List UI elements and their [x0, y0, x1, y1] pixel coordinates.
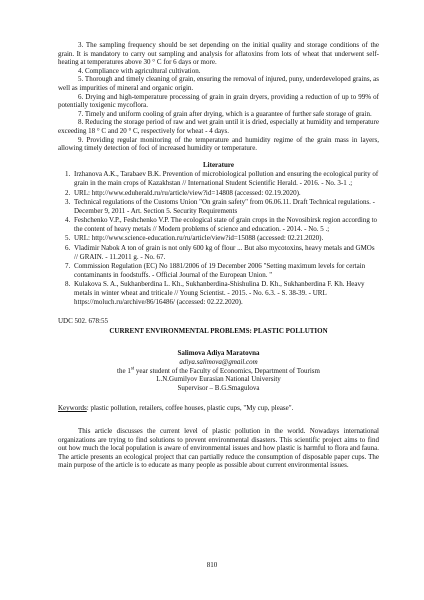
recommendation-item: 3. The sampling frequency should be set depending on the initial quality and storage conditions of the grain. It is mandatory to carry out sampling and analysis for aflatoxins from lots of wheat that underwent self-heating at temperatures above 30 ° C for 6 days or more.	[58, 41, 379, 67]
affiliation-text: year student of the Faculty of Economics, Department of Tourism	[134, 366, 320, 375]
recommendation-item: 7. Timely and uniform cooling of grain after drying, which is a guarantee of further safe storage of grain.	[78, 109, 372, 118]
literature-list	[58, 170, 379, 306]
reference-item: 7. Commission Regulation (EC) No 1881/2006 of 19 December 2006 "Setting maximum levels for certain contaminants in foodstuffs. - Official Journal of the European Union. "	[72, 262, 379, 279]
recommendation-item: 9. Providing regular monitoring of the temperature and humidity regime of the grain mass in layers, allowing timely detection of foci of increased humidity or temperature.	[58, 135, 379, 153]
recommendation-item: 5. Thorough and timely cleaning of grain, ensuring the removal of injured, puny, underdeveloped grains, as well as impurities of mineral and organic origin.	[58, 75, 379, 92]
reference-item: 6. Vladimir Nabok A ton of grain is not only 600 kg of flour ... But also mycotoxins, heavy metals and GMOs // GRAIN. - 11.2011 g. - No. 67.	[72, 244, 379, 261]
recommendation-item: 6. Drying and high-temperature processing of grain in grain dryers, providing a reduction of up to 99% of potentially toxigenic mycoflora.	[58, 92, 379, 110]
recommendations-list	[58, 41, 379, 153]
reference-item: 4. Feshchenko V.P., Feshchenko V.P. The ecological state of grain crops in the Novosibirsk region according to the content of heavy metals // Modern problems of science and education. - 2014. - No. 5 .;	[72, 216, 379, 233]
reference-item: 3. Technical regulations of the Customs Union "On grain safety" from 06.06.11. Draft Technical regulations. - December 9, 2011 - Art. Section 5. Security Requirements	[72, 198, 379, 215]
page-number: 810	[206, 561, 218, 569]
reference-item: 2. URL: http://www.eduherald.ru/ru/article/view?id=14808 (accessed: 02.19.2020).	[72, 189, 379, 198]
recommendation-item: 8. Reducing the storage period of raw and wet grain until it is dried, especially at humidity and temperature exceeding 18 ° C and 20 ° C, respectively for wheat - 4 days.	[58, 118, 379, 135]
university-name: L.N.Gumilyov Eurasian National University	[156, 375, 281, 384]
reference-item: 8. Kulakova S. A., Sukhanberdina L. Kh., Sukhanberdina-Shishulina D. Kh., Sukhanberdina F. Kh. Heavy metals in winter wheat and triticale // Young Scientist. - 2015. - No. 6.3. - S. 38-39. - URL https://moluch.ru/archive/86/16486/ (accessed: 02.22.2020).	[72, 280, 379, 306]
affiliation-prefix: the 1	[117, 366, 131, 375]
recommendation-item: 4. Compliance with agricultural cultivation.	[78, 66, 201, 75]
article-title: CURRENT ENVIRONMENTAL PROBLEMS: PLASTIC POLLUTION	[109, 326, 328, 335]
keywords-label: Keywords	[58, 404, 87, 413]
affiliation-ordinal: st	[130, 366, 135, 372]
reference-item: 5. URL: http://www.science-education.ru/ru/article/view?id=15088 (accessed: 02.21.2020).	[72, 234, 379, 243]
abstract-paragraph: This article discusses the current level of plastic pollution in the world. Nowadays international organizations are trying to find solutions to prevent environmental disasters. This scientific project aims to find out how much the local population is aware of environmental issues and how plastic is harmful to flora and fauna. The article presents an ecological project that can partially reduce the consumption of disposable paper cups. The main purpose of the article is to educate as many people as possible about current environmental issues.	[58, 426, 379, 470]
udc-code: UDC 502. 678:55	[58, 317, 108, 326]
keywords	[58, 404, 379, 413]
reference-item: 1. Irzhanova A.K., Tarabaev B.K. Prevention of microbiological pollution and ensuring the ecological purity of grain in the main crops of Kazakhstan // International Student Scientific Herald. - 2016. - No. 3-1 .;	[72, 170, 379, 187]
author-email: adiya.salimova@gmail.com	[179, 358, 258, 366]
literature-heading: Literature	[203, 160, 234, 169]
keywords-text: : plastic pollution, retailers, coffee houses, plastic cups, "My cup, please".	[86, 404, 294, 413]
author-affiliation	[58, 367, 379, 376]
author-name: Salimova Adiya Maratovna	[177, 349, 260, 358]
supervisor: Supervisor – B.G.Smagulova	[177, 383, 260, 392]
